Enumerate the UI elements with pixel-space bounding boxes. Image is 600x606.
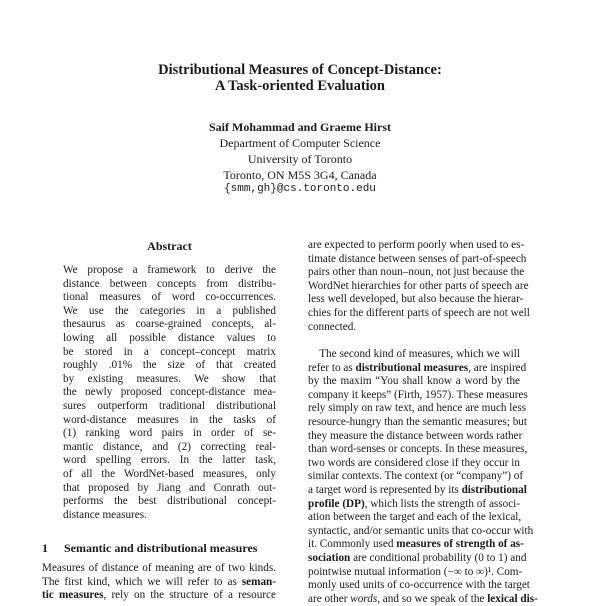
bold-term: sociation: [308, 551, 351, 564]
text-line: [308, 402, 527, 416]
text-segment: than word-senses or concepts. In these measures,: [308, 443, 528, 456]
author-department: Department of Computer Science: [219, 136, 381, 150]
abstract-heading: Abstract: [147, 239, 192, 253]
section-1-body: [42, 562, 276, 603]
author-names: Saif Mohammad and Graeme Hirst: [209, 120, 391, 134]
section-title: Semantic and distributional measures: [64, 541, 258, 555]
text-segment: that proposed by Jiang and Conrath out-: [63, 481, 276, 494]
text-line: [63, 332, 276, 346]
abstract-body: [63, 264, 276, 522]
text-segment: lowing all possible distance values to: [63, 331, 276, 344]
text-segment: are other: [308, 592, 351, 605]
paper-title-line-2: A Task-oriented Evaluation: [214, 78, 385, 94]
text-segment: be stored in a concept–concept matrix: [63, 345, 276, 358]
text-line: [308, 565, 523, 580]
text-line: [63, 427, 276, 441]
text-segment: word-distance measures in the tasks of: [63, 413, 276, 426]
text-line: [308, 551, 527, 566]
text-segment: ation between the target and each of the lexical,: [308, 511, 522, 524]
text-segment: are expected to perform poorly when used to es-: [308, 239, 525, 251]
text-line: [63, 482, 276, 496]
text-segment: two words are considered close if they occur in: [308, 456, 520, 469]
text-line: [63, 386, 276, 400]
text-line: [308, 483, 527, 498]
text-segment: , and so we speak of the: [377, 592, 488, 605]
text-segment: rely simply on raw text, and hence are much less: [308, 402, 527, 415]
author-email: {smm,gh}@cs.toronto.edu: [224, 183, 376, 195]
text-line: [308, 266, 525, 280]
text-line: [63, 495, 276, 509]
text-line: [308, 579, 530, 593]
text-segment: , rely on the structure of a resource: [103, 589, 276, 602]
text-line: [63, 400, 276, 414]
text-line: [308, 511, 520, 525]
text-segment: less well developed, but also because the hierar-: [308, 293, 524, 306]
text-line: [63, 468, 276, 482]
text-line: [63, 318, 276, 332]
text-line: [63, 291, 276, 305]
text-segment: distance measures.: [63, 508, 147, 521]
italic-term: words: [350, 592, 378, 605]
text-segment: timate distance between senses of part-of-speech: [308, 252, 527, 265]
text-segment: monly used units of co-occurrence with the target: [308, 579, 530, 592]
text-segment: by existing measures. We show that: [63, 372, 276, 385]
text-segment: it. Commonly used: [308, 538, 397, 551]
text-segment: We propose a framework to derive the: [63, 264, 276, 276]
text-segment: refer to as: [308, 361, 356, 374]
text-line: [63, 346, 276, 360]
text-segment: of all the WordNet-based measures, only: [63, 467, 276, 480]
text-segment: We use the categories in a published: [63, 304, 276, 317]
text-line: [63, 441, 276, 455]
bold-term: profile (DP): [308, 497, 365, 510]
text-line: [63, 373, 276, 387]
author-university: University of Toronto: [247, 152, 353, 166]
bold-term: distributional measures: [355, 361, 469, 374]
text-line: [308, 321, 520, 335]
text-line: [308, 538, 524, 552]
text-segment: Measures of distance of meaning are of two kinds.: [42, 562, 276, 574]
bold-term: measures of strength of as-: [396, 538, 524, 551]
text-line: [42, 562, 276, 576]
paper-title-line-1: Distributional Measures of Concept-Distance:: [158, 62, 442, 78]
text-segment: syntactic, and/or semantic units that co-occur with: [308, 524, 534, 537]
text-segment: tional measures of word co-occurrences.: [63, 291, 276, 304]
text-line: [308, 457, 520, 471]
text-segment: resource-hungry than the semantic measures; but: [308, 415, 528, 428]
text-segment: pointwise mutual information (−∞ to ∞)¹. Com-: [308, 565, 523, 578]
text-segment: , which lists the strength of associ-: [364, 497, 521, 510]
text-line: [308, 239, 525, 253]
text-segment: performs the best distributional concept-: [63, 495, 276, 508]
section-number: 1: [42, 541, 48, 555]
text-segment: similar contexts. The context (or “company”) of: [308, 470, 524, 483]
text-segment: thesaurus as coarse-grained concepts, al-: [63, 318, 276, 331]
text-segment: company it keeps” (Firth, 1957). These measures: [308, 388, 528, 401]
text-segment: The first kind, which we will refer to as: [42, 575, 242, 588]
text-line: [308, 348, 520, 362]
text-line: [308, 429, 523, 444]
text-segment: (1) ranking word pairs in order of se-: [63, 427, 276, 440]
text-line: [63, 305, 276, 319]
right-column-paragraph-1: [308, 239, 530, 334]
text-line: [308, 306, 530, 321]
text-line: [308, 293, 524, 307]
text-segment: they measure the distance between words rather: [308, 429, 523, 442]
text-line: [308, 388, 528, 403]
text-segment: roughly .01% the size of that created: [63, 359, 276, 372]
text-segment: a target word is represented by its: [308, 483, 462, 496]
text-segment: WordNet hierarchies for other parts of speech are: [308, 279, 529, 292]
text-segment: sures outperform traditional distributional: [63, 399, 276, 412]
text-line: [63, 509, 276, 523]
author-address: Toronto, ON M5S 3G4, Canada: [223, 168, 377, 182]
section-1-heading: [42, 541, 257, 556]
bold-term: seman-: [241, 575, 276, 588]
text-line: [308, 375, 520, 389]
bold-term: tic measures: [42, 589, 104, 602]
text-segment: , are inspired: [468, 361, 527, 374]
text-line: [63, 264, 276, 278]
text-line: [308, 470, 524, 484]
right-column-paragraph-2: [308, 348, 538, 606]
text-line: [63, 454, 276, 468]
text-segment: chies for the different parts of speech are not well: [308, 306, 530, 319]
text-segment: The second kind of measures, which we will: [308, 348, 520, 360]
text-line: [308, 524, 534, 539]
text-segment: distance between concepts from distribu-: [63, 277, 276, 290]
text-segment: pairs other than noun–noun, not just because the: [308, 266, 525, 279]
text-segment: are conditional probability (0 to 1) and: [350, 551, 527, 564]
text-line: [308, 361, 527, 376]
text-line: [42, 576, 276, 590]
bold-term: lexical dis-: [487, 592, 538, 605]
text-segment: mantic distance, and (2) correcting real-: [63, 440, 276, 453]
text-line: [42, 589, 276, 603]
text-segment: word spelling errors. In the latter task,: [63, 454, 276, 467]
text-line: [308, 498, 520, 512]
text-segment: the newly proposed concept-distance mea-: [63, 386, 276, 399]
text-segment: connected.: [308, 320, 357, 333]
text-line: [63, 278, 276, 292]
text-segment: by the maxim “You shall know a word by the: [308, 375, 520, 388]
text-line: [308, 279, 529, 294]
text-line: [308, 415, 528, 430]
text-line: [308, 252, 527, 267]
bold-term: distributional: [461, 483, 527, 496]
text-line: [63, 414, 276, 428]
text-line: [63, 359, 276, 373]
text-line: [308, 443, 528, 457]
text-line: [308, 592, 538, 606]
